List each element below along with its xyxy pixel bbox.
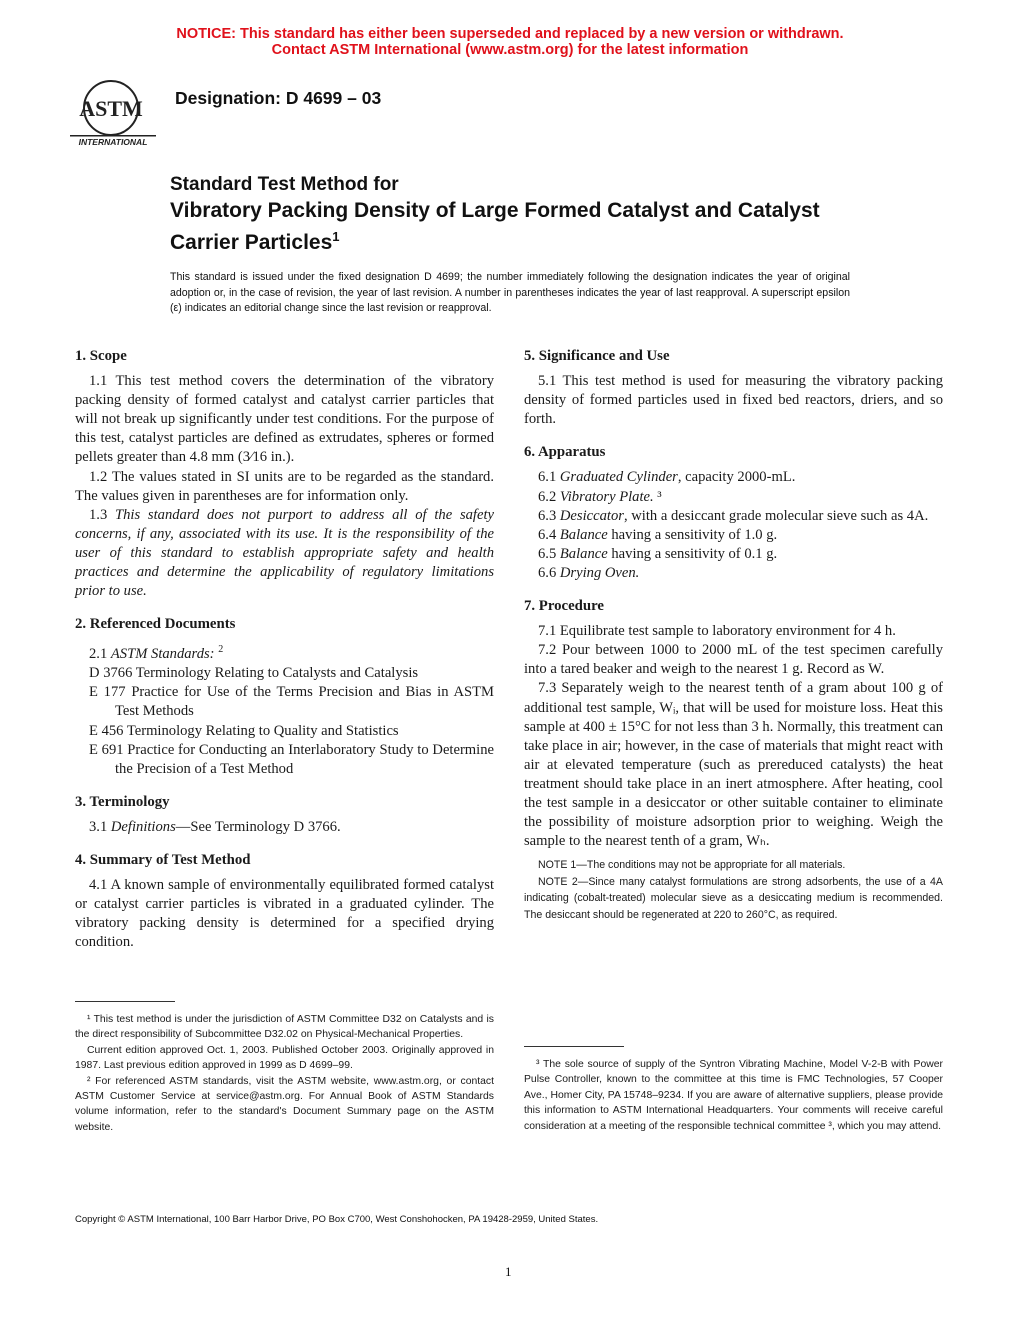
para-2-1: 2.1 ASTM Standards: $^2$ bbox=[89, 644, 224, 663]
astm-logo bbox=[66, 78, 160, 148]
footnote-3: ³ The sole source of supply of the Syntron Vibrating Machine, Model V-2-B with Power Pulse Controller, known to the committee at this time is FMC Technologies, 57 Cooper Ave., Homer City, PA 15748–9234. If you are aware of alternative suppliers, please provide this information to ASTM International Headquarters. Your comments will receive careful consideration at a meeting of the responsible technical committee ³, which you may attend. bbox=[524, 1059, 943, 1132]
para-1-3: 1.3 This standard does not purport to address all of the safety concerns, if any, associated with its use. It is the responsibility of the user of this standard to establish appropriate safety and health practices and determine the applicability of regulatory limitations prior to use. bbox=[75, 506, 494, 600]
footnote-2: ² For referenced ASTM standards, visit the ASTM website, www.astm.org, or contact ASTM Customer Service at service@astm.org. For Annual Book of ASTM Standards volume information, refer to the standard's Document Summary page on the ASTM website. bbox=[75, 1075, 494, 1133]
para-1-3-text: This standard does not purport to address all of the safety concerns, if any, associated with its use. It is the responsibility of the user of this standard to establish appropriate safety and health practices and determine the applicability of regulatory limitations prior to use. bbox=[75, 506, 494, 600]
title-main bbox=[170, 198, 870, 256]
section-5-heading: 5. Significance and Use bbox=[524, 348, 670, 364]
section-3-heading: 3. Terminology bbox=[75, 793, 170, 810]
ref-e177: E 177 Practice for Use of the Terms Precision and Bias in ASTM Test Methods bbox=[89, 684, 494, 720]
issued-note: This standard is issued under the fixed designation D 4699; the number immediately following the designation indicates the year of original adoption or, in the case of revision, the year of last revision. A number in parentheses indicates the year of last reapproval. A superscript epsilon (ε) indicates an editorial change since the last revision or reapproval. bbox=[170, 271, 850, 314]
apparatus-6-3: 6.3 Desiccator, with a desiccant grade molecular sieve such as 4A. bbox=[538, 507, 929, 524]
ref-e456: E 456 Terminology Relating to Quality and Statistics bbox=[89, 722, 399, 739]
section-1-heading: 1. Scope bbox=[75, 348, 127, 364]
section-4-heading: 4. Summary of Test Method bbox=[75, 852, 251, 869]
para-7-2: 7.2 Pour between 1000 to 2000 mL of the test specimen carefully into a tared beaker and weigh to the nearest 1 g. Record as W. bbox=[524, 642, 943, 678]
apparatus-6-5: 6.5 Balance having a sensitivity of 0.1 g. bbox=[538, 545, 778, 562]
apparatus-6-1: 6.1 Graduated Cylinder, capacity 2000-mL. bbox=[538, 469, 796, 486]
page-number: 1 bbox=[505, 1264, 512, 1279]
para-3-1: 3.1 Definitions—See Terminology D 3766. bbox=[89, 818, 341, 835]
section-7-heading: 7. Procedure bbox=[524, 598, 604, 615]
footnote-1-edition: Current edition approved Oct. 1, 2003. Published October 2003. Originally approved in 1987. Last previous edition approved in 1999 as D 4699–99. bbox=[75, 1044, 494, 1072]
title-line-2: Vibratory Packing Density of Large Formed Catalyst and Catalyst Carrier Particles bbox=[170, 199, 820, 254]
logo-subtext: INTERNATIONAL bbox=[78, 137, 148, 147]
note-1: NOTE 1—The conditions may not be appropriate for all materials. bbox=[538, 859, 846, 872]
footnotes-right bbox=[524, 1057, 943, 1134]
title-line-1: Standard Test Method for bbox=[170, 174, 399, 195]
copyright: Copyright © ASTM International, 100 Barr Harbor Drive, PO Box C700, West Conshohocken, PA 19428-2959, United States. bbox=[75, 1214, 599, 1225]
note-2: NOTE 2—Since many catalyst formulations are strong adsorbents, the use of a 4A indicating (cobalt-treated) molecular sieve as a desiccating medium is recommended. The desiccant should be regenerated at 220 to 260°C, as required. bbox=[524, 875, 943, 922]
footnote-1: ¹ This test method is under the jurisdiction of ASTM Committee D32 on Catalysts and is the direct responsibility of Subcommittee D32.02 on Physical-Mechanical Properties. bbox=[75, 1014, 494, 1041]
footnote-rule-left bbox=[75, 1001, 175, 1002]
right-column bbox=[524, 347, 943, 924]
logo-text: ASTM bbox=[79, 96, 143, 121]
notice-line-1: NOTICE: This standard has either been superseded and replaced by a new version or withdrawn. bbox=[176, 26, 844, 42]
notice-line-2: Contact ASTM International (www.astm.org) for the latest information bbox=[271, 42, 749, 58]
notice-banner bbox=[0, 26, 1020, 58]
ref-e691: E 691 Practice for Conducting an Interlaboratory Study to Determine the Precision of a Test Method bbox=[89, 741, 494, 777]
apparatus-6-4: 6.4 Balance having a sensitivity of 1.0 g. bbox=[538, 526, 778, 543]
para-7-1: 7.1 Equilibrate test sample to laboratory environment for 4 h. bbox=[538, 623, 896, 640]
para-5-1: 5.1 This test method is used for measuring the vibratory packing density of formed particles used in fixed bed reactors, driers, and so forth. bbox=[524, 373, 943, 428]
apparatus-6-2: 6.2 Vibratory Plate. ³ bbox=[538, 488, 662, 505]
ref-d3766: D 3766 Terminology Relating to Catalysts and Catalysis bbox=[89, 665, 419, 682]
para-4-1: 4.1 A known sample of environmentally equilibrated formed catalyst or catalyst carrier particles is vibrated in a graduated cylinder. The vibratory packing density is determined for a specified drying condition. bbox=[75, 877, 494, 951]
para-7-3: 7.3 Separately weigh to the nearest tenth of a gram about 100 g of additional test sample, Wᵢ, that will be used for moisture loss. Heat this sample at 400 ± 15°C for not less than 3 h. Normally, this treatment can take place in air; however, in the case of materials that might react with air at elevated temperature (such as prereduced catalysts) the heat treatment should take place in an inert atmosphere. After heating, cool the test sample in a desiccator or other suitable container to eliminate the possibility of moisture adsorption prior to weighing. Weigh the sample to the nearest tenth of a gram, Wₕ. bbox=[524, 680, 944, 850]
footnotes-left bbox=[75, 1012, 494, 1135]
para-1-2: 1.2 The values stated in SI units are to be regarded as the standard. The values given in parentheses are for information only. bbox=[75, 468, 494, 504]
designation: Designation: D 4699 – 03 bbox=[175, 88, 382, 108]
title-footnote-ref: 1 bbox=[332, 229, 340, 244]
section-2-heading: 2. Referenced Documents bbox=[75, 616, 236, 633]
left-column bbox=[75, 347, 494, 952]
section-6-heading: 6. Apparatus bbox=[524, 444, 606, 461]
footnote-rule-right bbox=[524, 1046, 624, 1047]
apparatus-6-6: 6.6 Drying Oven. bbox=[538, 564, 640, 581]
para-1-1: 1.1 This test method covers the determination of the vibratory packing density of formed catalyst and catalyst carrier particles that will not break up significantly under test conditions. For the purpose of this test, catalyst particles are defined as extrudates, spheres or formed pellets greater than 4.8 mm (3⁄16 in.). bbox=[75, 373, 494, 466]
